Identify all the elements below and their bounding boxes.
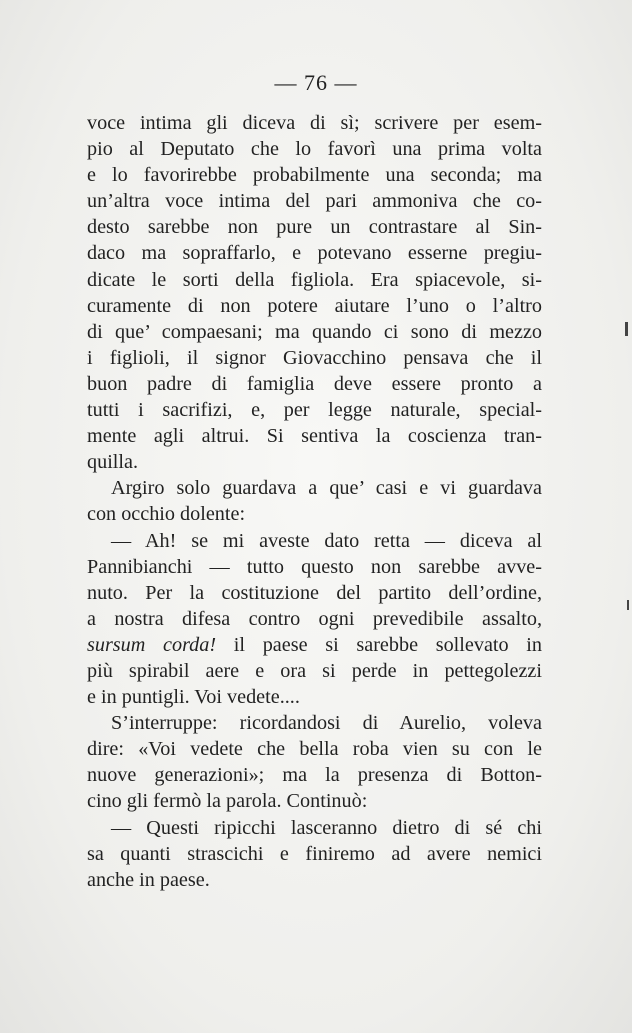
line-text: mente agli altrui. Si sentiva la coscienza tran- xyxy=(87,425,542,448)
text-line xyxy=(87,110,542,136)
text-line xyxy=(87,423,542,449)
text-line xyxy=(87,658,542,684)
line-text: e in puntigli. Voi vedete.... xyxy=(87,686,300,709)
line-text: dire: «Voi vedete che bella roba vien su con le xyxy=(87,738,542,761)
line-text: buon padre di famiglia deve essere pronto a xyxy=(87,372,542,395)
line-text: e lo favorirebbe probabilmente una seconda; ma xyxy=(87,164,542,187)
text-line xyxy=(87,762,542,788)
line-text: Pannibianchi — tutto questo non sarebbe avve- xyxy=(87,555,542,578)
text-line xyxy=(87,788,542,814)
line-text: tutti i sacrifizi, e, per legge naturale, special- xyxy=(87,399,542,422)
line-text: — Ah! se mi aveste dato retta — diceva al xyxy=(111,529,542,552)
page-edge-mark xyxy=(625,322,628,336)
line-text: voce intima gli diceva di sì; scrivere per esem- xyxy=(87,112,542,134)
line-text: quilla. xyxy=(87,451,139,474)
line-text: curamente di non potere aiutare l’uno o l’altro xyxy=(87,294,542,317)
text-line xyxy=(87,293,542,319)
line-text: dicate le sorti della figliola. Era spiacevole, si- xyxy=(87,268,542,291)
text-line xyxy=(87,162,542,188)
text-line xyxy=(87,580,542,606)
text-line xyxy=(87,188,542,214)
line-text: nuove generazioni»; ma la presenza di Botton- xyxy=(87,764,542,787)
text-line xyxy=(87,736,542,762)
line-text: anche in paese. xyxy=(87,868,210,891)
text-line xyxy=(87,528,542,554)
text-line xyxy=(87,319,542,345)
line-text: più spirabil aere e ora si perde in pettegolezzi xyxy=(87,659,542,682)
line-text: desto sarebbe non pure un contrastare al Sin- xyxy=(87,216,542,239)
line-text: nuto. Per la costituzione del partito dell’ordine, xyxy=(87,581,542,604)
text-line xyxy=(87,475,542,501)
line-text: un’altra voce intima del pari ammoniva che co- xyxy=(87,190,542,213)
line-text: di que’ compaesani; ma quando ci sono di mezzo xyxy=(87,320,542,343)
text-line xyxy=(87,240,542,266)
line-text: i figlioli, il signor Giovacchino pensava che il xyxy=(87,346,542,369)
text-line xyxy=(87,606,542,632)
text-line xyxy=(87,449,542,475)
text-line xyxy=(87,710,542,736)
body-text xyxy=(87,110,542,893)
line-text: il paese si sarebbe sollevato in xyxy=(216,633,543,656)
line-text: daco ma sopraffarlo, e potevano esserne pregiu- xyxy=(87,242,542,265)
page-number: — 76 — xyxy=(274,70,358,95)
text-line xyxy=(87,841,542,867)
text-line xyxy=(87,632,542,658)
line-text: con occhio dolente: xyxy=(87,503,246,526)
page-edge-mark xyxy=(627,600,629,610)
line-text: a nostra difesa contro ogni prevedibile assalto, xyxy=(87,607,542,630)
text-line xyxy=(87,267,542,293)
line-text: Argiro solo guardava a que’ casi e vi guardava xyxy=(111,477,542,500)
line-text: S’interruppe: ricordandosi di Aurelio, voleva xyxy=(111,712,542,735)
text-line xyxy=(87,867,542,893)
text-line xyxy=(87,371,542,397)
text-line xyxy=(87,501,542,527)
text-line xyxy=(87,397,542,423)
line-text: pio al Deputato che lo favorì una prima volta xyxy=(87,138,542,161)
text-line xyxy=(87,554,542,580)
italic-phrase: sursum corda! xyxy=(87,633,217,656)
text-line xyxy=(87,136,542,162)
text-line xyxy=(87,214,542,240)
text-line xyxy=(87,345,542,371)
line-text: sa quanti strascichi e finiremo ad avere nemici xyxy=(87,842,542,865)
line-text: — Questi ripicchi lasceranno dietro di sé chi xyxy=(111,816,542,839)
line-text: cino gli fermò la parola. Continuò: xyxy=(87,790,368,813)
text-line xyxy=(87,684,542,710)
text-line xyxy=(87,815,542,841)
